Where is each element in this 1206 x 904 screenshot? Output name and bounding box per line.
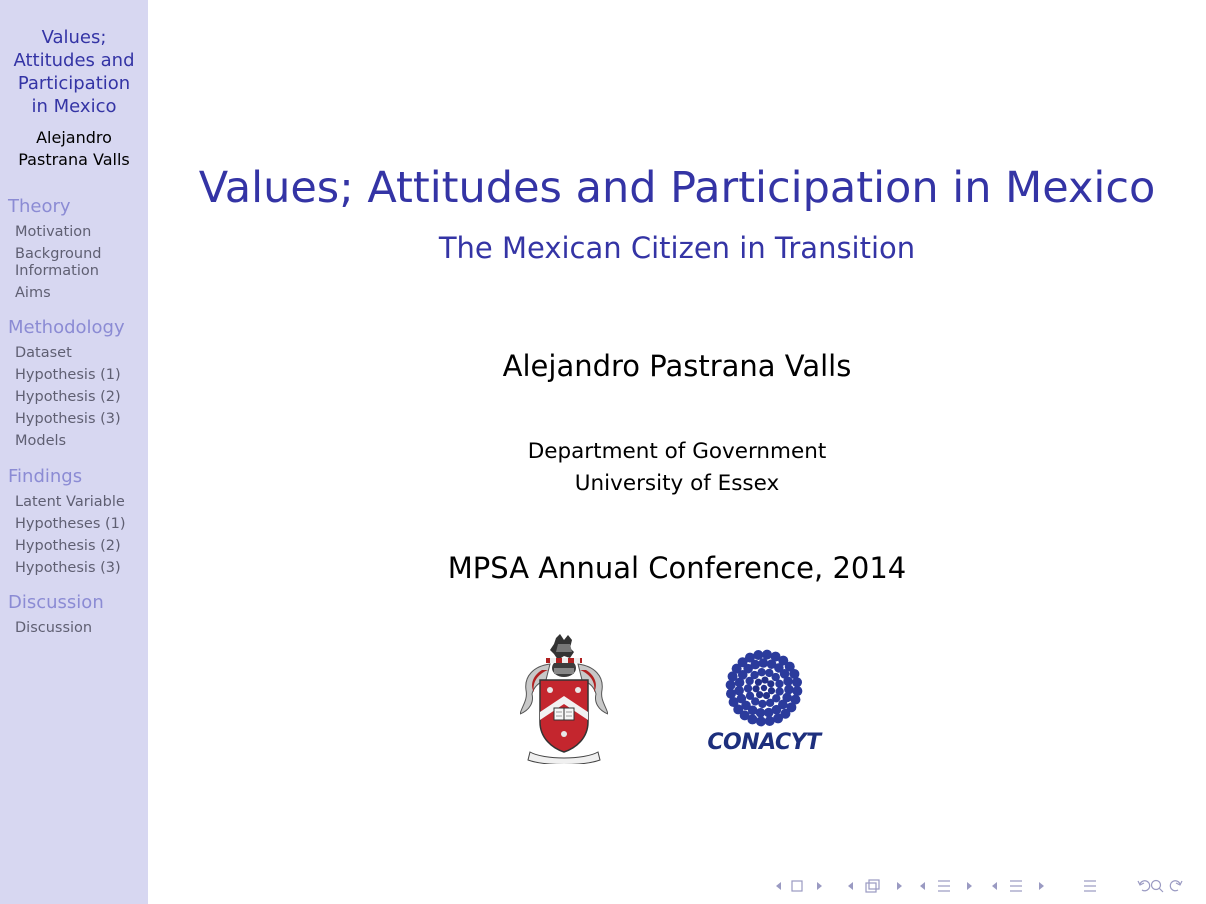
conacyt-dot: [764, 708, 774, 718]
conacyt-dot: [766, 699, 774, 707]
sidebar-section-findings[interactable]: Findings: [8, 465, 83, 487]
conacyt-dots-icon: [700, 648, 828, 728]
presentation-subtitle: The Mexican Citizen in Transition: [438, 231, 916, 265]
sidebar-item-background-information[interactable]: Background Information: [15, 246, 102, 279]
department-name: Department of Government: [527, 439, 827, 464]
nav-first-icon[interactable]: [776, 881, 822, 891]
conacyt-dot: [763, 692, 770, 699]
conacyt-dot: [758, 700, 766, 708]
conacyt-dot: [792, 686, 802, 696]
conacyt-dot: [757, 668, 765, 676]
conacyt-dot: [726, 680, 736, 690]
conacyt-dot: [752, 685, 759, 692]
sidebar-title[interactable]: Values; Attitudes and Participation in Mexico: [13, 27, 135, 117]
university-name: University of Essex: [574, 471, 780, 496]
sidebar-item-discussion[interactable]: Discussion: [15, 620, 93, 636]
sidebar: [0, 0, 148, 904]
conacyt-dot: [755, 679, 762, 686]
conacyt-logo: [700, 648, 828, 760]
sidebar-item-latent-variable[interactable]: Latent Variable: [15, 493, 125, 510]
presentation-author: Alejandro Pastrana Valls: [502, 349, 852, 383]
sidebar-item-hypothesis-1[interactable]: Hypothesis (1): [15, 367, 121, 383]
nav-search-icon[interactable]: [1138, 881, 1182, 893]
nav-subsection-icon[interactable]: [920, 881, 972, 891]
sidebar-author: Alejandro Pastrana Valls: [18, 128, 130, 169]
sidebar-section-theory[interactable]: Theory: [8, 196, 71, 217]
conacyt-dot: [792, 677, 802, 687]
conacyt-dot: [773, 713, 783, 723]
conacyt-dot: [726, 689, 736, 699]
sidebar-item-findings-hypothesis-2[interactable]: Hypothesis (2): [15, 537, 121, 554]
institution: [148, 436, 1206, 500]
conacyt-dot: [744, 684, 752, 692]
conacyt-dot: [746, 692, 754, 700]
beamer-navigation-bar: [762, 874, 1202, 898]
university-crest-icon: [520, 634, 608, 764]
conacyt-dot: [775, 687, 783, 695]
sidebar-item-hypothesis-3[interactable]: Hypothesis (3): [15, 411, 121, 427]
conacyt-dot: [767, 680, 774, 687]
sidebar-item-hypothesis-2[interactable]: Hypothesis (2): [15, 389, 121, 405]
nav-frame-icon[interactable]: [848, 880, 902, 892]
sidebar-item-aims[interactable]: Aims: [15, 284, 51, 301]
conacyt-dot: [753, 650, 763, 660]
conacyt-logo-text: CONACYT: [707, 730, 821, 755]
sidebar-section-discussion[interactable]: Discussion: [8, 592, 104, 613]
conacyt-dot: [756, 716, 766, 726]
nav-align-icon[interactable]: [1084, 881, 1096, 891]
conacyt-dot: [778, 700, 788, 710]
nav-section-icon[interactable]: [992, 881, 1044, 891]
sidebar-section-methodology[interactable]: Methodology: [8, 317, 125, 338]
sidebar-item-dataset[interactable]: Dataset: [15, 345, 72, 361]
conacyt-dot: [775, 680, 783, 688]
sidebar-item-hypotheses-1[interactable]: Hypotheses (1): [15, 515, 126, 532]
conacyt-dot: [784, 685, 794, 695]
presentation-title: Values; Attitudes and Participation in Mexico: [198, 163, 1156, 213]
sidebar-item-motivation[interactable]: Motivation: [15, 224, 92, 240]
conacyt-dot: [762, 650, 772, 660]
sidebar-item-findings-hypothesis-3[interactable]: Hypothesis (3): [15, 559, 121, 576]
event-name: MPSA Annual Conference, 2014: [447, 551, 907, 585]
sidebar-item-models[interactable]: Models: [15, 433, 67, 449]
conacyt-dot: [761, 685, 767, 691]
